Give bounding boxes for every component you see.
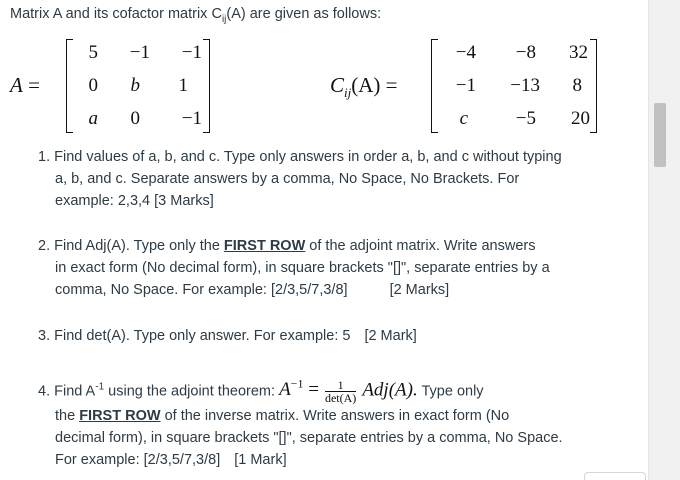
fraction-denominator: det(A) [324,390,357,405]
question-4 [38,371,563,471]
question-4-example: For example: [2/3,5/7,3/8] [55,451,221,468]
matrix-a-cell: −1 [181,42,202,63]
inverse-formula-lhs-exponent: −1 [290,377,304,391]
matrix-c-cell: −8 [515,42,536,63]
matrix-a-cell: 0 [130,108,140,129]
question-4-line-3: decimal form), in square brackets "[]", separate entries by a comma, No Space. [55,429,563,446]
question-2 [38,235,550,301]
inverse-formula-rhs: Adj(A). [362,379,418,401]
inverse-formula-fraction [325,379,356,405]
question-4-first-row-emphasis: FIRST ROW [79,407,161,424]
matrix-c-subscript: ij [344,85,352,101]
question-3-marks: [2 Mark] [364,328,417,344]
question-4-post: Type only [417,383,484,400]
question-1-line-3: example: 2,3,4 [3 Marks] [55,193,214,209]
question-1-line-2: a, b, and c. Separate answers by a comma, No Space, No Brackets. For [55,171,520,187]
question-4-line-1 [38,371,484,405]
matrix-a-cell: b [130,75,140,96]
question-2-first-row-emphasis: FIRST ROW [223,238,306,254]
matrix-c-label [330,73,398,101]
matrix-c-cell: −1 [455,75,476,96]
matrix-c-cell: −5 [515,108,536,129]
question-4-line-2 [38,405,563,427]
inverse-formula [279,379,319,400]
matrix-c-cell: 8 [572,75,582,96]
matrix-a-cell: 0 [88,75,98,96]
intro-before: Matrix A and its cofactor matrix C [10,6,222,22]
question-2-example: comma, No Space. For example: [2/3,5/7,3/8] [55,282,348,298]
matrix-c-left-bracket [431,39,438,133]
question-2-line-3 [38,279,550,301]
matrix-c-argument: (A) [351,73,381,97]
scrollbar-thumb[interactable] [654,103,666,167]
inverse-formula-lhs: A [279,379,291,401]
matrix-c-equals: = [385,73,398,97]
matrix-c-cell: c [459,108,468,129]
question-4-line-2-pre: the [55,407,80,424]
matrix-c-cell: −13 [510,75,540,96]
intro-after: (A) are given as follows: [226,6,382,22]
bottom-corner-tab [584,472,646,480]
question-4-superscript: -1 [95,381,105,393]
question-3 [38,325,417,347]
matrix-c-symbol: C [330,73,345,97]
matrix-a-cell: 5 [88,42,98,63]
question-2-marks: [2 Marks] [389,282,450,298]
matrix-a-label [10,73,40,98]
question-4-marks: [1 Mark] [234,451,287,468]
matrix-c-cell: 32 [569,42,588,63]
matrix-a-cell: −1 [129,42,150,63]
matrix-c-cell: −4 [455,42,476,63]
question-2-line-2: in exact form (No decimal form), in square brackets "[]", separate entries by a [55,260,550,276]
vertical-scrollbar[interactable] [648,0,680,480]
question-4-line-2-post: of the inverse matrix. Write answers in exact form (No [160,407,510,424]
fraction-numerator: 1 [325,379,356,392]
matrix-c-cell: 20 [571,108,590,129]
question-3-text: 3. Find det(A). Type only answer. For example: 5 [38,328,351,344]
question-2-line-1-pre: 2. Find Adj(A). Type only the [38,238,224,254]
matrix-a-cell: a [88,108,98,129]
matrix-a-equals: = [28,73,40,97]
matrix-a-cell: −1 [181,108,202,129]
question-2-line-1-post: of the adjoint matrix. Write answers [305,238,536,254]
question-4-pre: 4. Find A [38,383,96,400]
matrix-a-left-bracket [66,39,73,133]
inverse-formula-equals: = [308,379,319,401]
matrix-c-right-bracket [590,39,597,133]
intro-subscript: ij [221,13,227,25]
intro-text [10,6,381,25]
question-1-line-1: 1. Find values of a, b, and c. Type only answers in order a, b, and c without typing [38,149,562,165]
question-1 [38,146,562,212]
matrix-a-cell: 1 [178,75,188,96]
matrix-a-symbol: A [10,73,23,97]
question-4-mid: using the adjoint theorem: [104,383,280,400]
matrix-a-right-bracket [203,39,210,133]
question-4-line-4 [38,449,563,471]
